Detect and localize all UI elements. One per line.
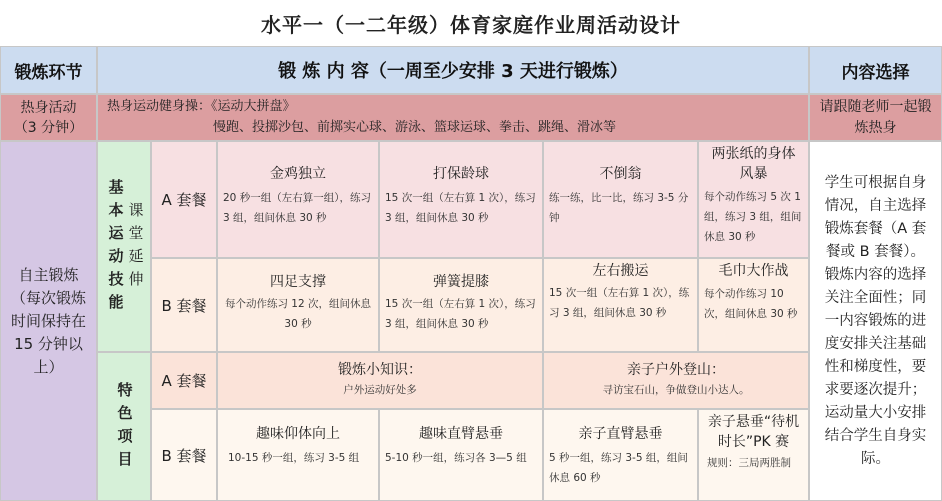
item-desc: 15 次一组（左右算 1 次），练习 3 组，组间休息 30 秒 — [385, 192, 536, 224]
item-desc: 5-10 秒一组，练习各 3—5 组 — [385, 452, 527, 464]
basic-skills-category — [97, 141, 151, 352]
item-title: 趣味仰体向上 — [256, 426, 340, 442]
item-title: 两张纸的身体风暴 — [711, 146, 796, 182]
item-title: 打保龄球 — [433, 166, 489, 182]
item-title: 亲子直臂悬垂 — [578, 426, 663, 442]
basic-b-item — [543, 258, 698, 352]
basic-a-item — [379, 141, 543, 258]
special-b-item — [698, 409, 809, 501]
item-desc: 规则：三局两胜制 — [707, 457, 791, 469]
warmup-line-1: 热身运动健身操：《运动大拼盘》 — [107, 99, 296, 114]
basic-label-char: 技 — [108, 270, 124, 288]
warmup-choice: 请跟随老师一起锻炼热身 — [809, 94, 942, 141]
item-title: 左右搬运 — [592, 263, 649, 279]
basic-b-item — [217, 258, 379, 352]
basic-label-char: 本 — [108, 201, 124, 219]
basic-a-item — [217, 141, 379, 258]
item-desc: 15 次一组（左右算 1 次），练习 3 组，组间休息 30 秒 — [385, 298, 536, 330]
special-projects-category — [97, 352, 151, 501]
basic-a-package-label: A 套餐 — [151, 141, 217, 258]
special-a-package-label: A 套餐 — [151, 352, 217, 409]
basic-sublabel-char: 堂 — [128, 224, 144, 242]
warmup-content — [97, 94, 809, 141]
special-label-char: 目 — [117, 450, 133, 468]
item-title: 弹簧提膝 — [433, 274, 489, 290]
basic-b-item — [698, 258, 809, 352]
special-label-char: 色 — [117, 404, 133, 422]
basic-b-item — [379, 258, 543, 352]
special-label-char: 项 — [117, 427, 133, 445]
special-label-char: 特 — [117, 381, 133, 399]
self-exercise-label: 自主锻炼 （每次锻炼时间保持在 15 分钟以上） — [0, 141, 97, 501]
basic-skills-sub-label — [126, 199, 146, 291]
item-title: 锻炼小知识： — [338, 362, 422, 378]
item-title: 金鸡独立 — [270, 166, 326, 182]
special-projects-label — [115, 379, 135, 471]
item-desc: 20 秒一组（左右算一组），练习 3 组，组间休息 30 秒 — [223, 192, 371, 224]
basic-label-char: 基 — [108, 178, 124, 196]
page-title: 水平一（一二年级）体育家庭作业周活动设计 — [261, 12, 681, 37]
basic-label-char: 能 — [108, 293, 124, 311]
item-title: 亲子悬垂“待机时长”PK 赛 — [707, 414, 800, 450]
basic-a-item — [698, 141, 809, 258]
basic-sublabel-char: 伸 — [128, 270, 144, 288]
basic-b-package-label: B 套餐 — [151, 258, 217, 352]
item-desc: 每个动作练习 12 次，组间休息 30 秒 — [224, 298, 372, 330]
item-desc: 户外运动好处多 — [343, 384, 417, 396]
special-a-item — [217, 352, 543, 409]
item-desc: 每个动作练习 5 次 1 组，练习 3 组，组间休息 30 秒 — [704, 191, 802, 243]
basic-label-char: 运 — [108, 224, 124, 242]
basic-a-item — [543, 141, 698, 258]
item-desc: 每个动作练习 10 次，组间休息 30 秒 — [704, 288, 798, 320]
item-title: 不倒翁 — [599, 166, 642, 182]
basic-sublabel-char: 课 — [128, 201, 144, 219]
item-title: 亲子户外登山： — [627, 362, 725, 378]
special-b-item — [217, 409, 379, 501]
warmup-label: 热身活动 （3 分钟） — [0, 94, 97, 141]
special-b-item — [543, 409, 698, 501]
basic-sublabel-char: 延 — [128, 247, 144, 265]
item-title: 趣味直臂悬垂 — [419, 426, 503, 442]
warmup-line-2: 慢跑、投掷沙包、前掷实心球、游泳、篮球运球、拳击、跳绳、滑冰等 — [213, 120, 617, 135]
item-desc: 寻访宝石山，争做登山小达人。 — [602, 384, 750, 396]
item-desc: 练一练，比一比，练习 3-5 分钟 — [549, 192, 689, 224]
header-stage: 锻炼环节 — [0, 46, 97, 94]
item-desc: 15 次一组（左右算 1 次），练习 3 组，组间休息 30 秒 — [549, 287, 690, 319]
item-desc: 5 秒一组，练习 3-5 组，组间休息 60 秒 — [549, 452, 688, 484]
header-choice: 内容选择 — [809, 46, 942, 94]
item-title: 毛巾大作战 — [718, 263, 789, 279]
special-b-package-label: B 套餐 — [151, 409, 217, 501]
item-desc: 10-15 秒一组，练习 3-5 组 — [228, 452, 360, 464]
choice-description: 学生可根据自身情况，自主选择锻炼套餐（A 套餐或 B 套餐）。锻炼内容的选择关注全面性；同一内容锻炼的进度安排关注基础性和梯度性，要求要逐次提升；运动量大小安排结合学生自身实际。 — [809, 141, 942, 501]
item-title: 四足支撑 — [270, 274, 326, 290]
basic-label-char: 动 — [108, 247, 124, 265]
special-b-item — [379, 409, 543, 501]
basic-skills-bold-label — [106, 176, 126, 314]
special-a-item — [543, 352, 809, 409]
header-content: 锻 炼 内 容（一周至少安排 3 天进行锻炼） — [97, 46, 809, 94]
